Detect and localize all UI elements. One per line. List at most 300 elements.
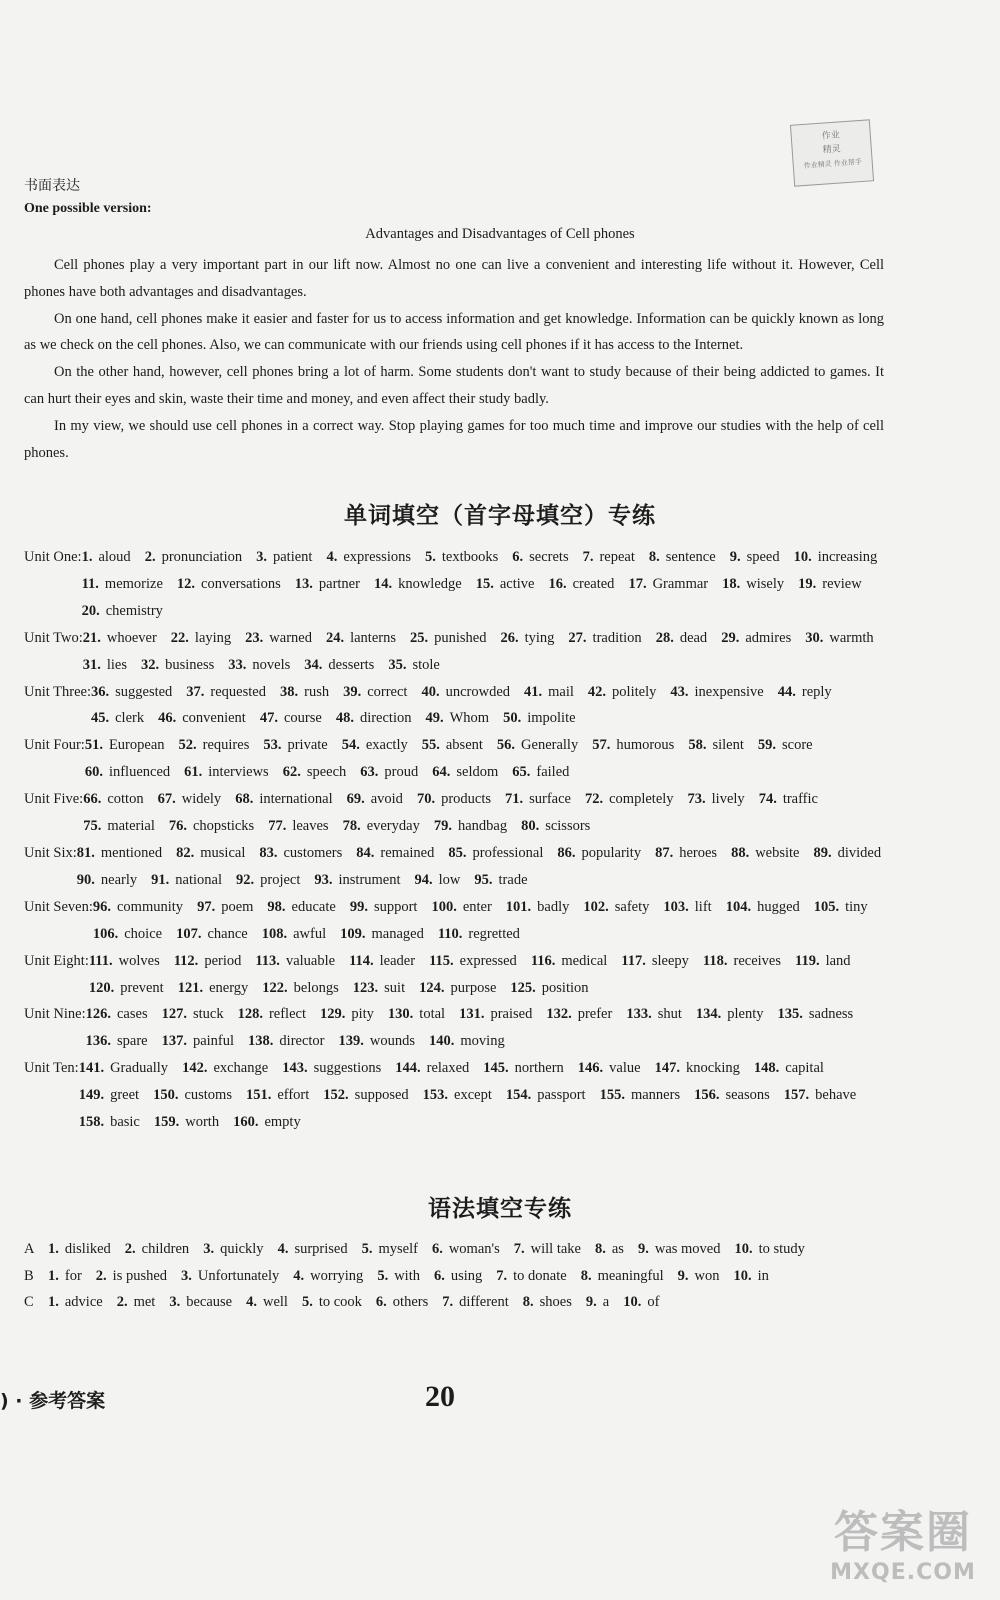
- answer-number: 47.: [259, 710, 278, 727]
- answer-word: uncrowded: [445, 683, 511, 700]
- answer-number: 6.: [512, 549, 524, 565]
- footer-label: ) · 参考答案: [0, 1390, 106, 1412]
- answer-number: 127.: [161, 1006, 187, 1023]
- answer-number: 131.: [459, 1006, 485, 1023]
- answer-item: [432, 759, 498, 786]
- answer-word: impolite: [527, 710, 576, 727]
- answer-item: [323, 1082, 408, 1109]
- answer-number: 9.: [677, 1267, 689, 1284]
- answer-word: sadness: [808, 1006, 854, 1023]
- answer-item: [432, 1236, 500, 1263]
- answer-word: advice: [64, 1294, 103, 1311]
- answer-word: speed: [746, 549, 780, 565]
- answer-word: Grammar: [652, 575, 709, 592]
- answer-word: met: [133, 1294, 156, 1311]
- answer-item: [162, 1001, 224, 1028]
- unit-row: [24, 1055, 904, 1136]
- answer-item: [626, 1001, 682, 1028]
- answer-word: conversations: [201, 575, 281, 592]
- answer-number: 83.: [259, 844, 278, 861]
- answer-word: except: [454, 1087, 492, 1104]
- essay-paragraph: On the other hand, however, cell phones bring a lot of harm. Some students don't want to study because of their being addicted to games. It can hurt their eyes and skin, waste their time and money, and even affect their study badly.: [24, 364, 884, 407]
- answer-word: prefer: [577, 1006, 613, 1023]
- answer-word: reflect: [268, 1006, 306, 1023]
- answer-number: 27.: [568, 629, 587, 646]
- answer-number: 67.: [157, 791, 176, 808]
- answer-word: customers: [283, 844, 343, 861]
- answer-item: [158, 705, 246, 732]
- answer-item: [349, 948, 415, 975]
- answer-item: [77, 867, 137, 894]
- unit-label: Unit Five:: [24, 791, 84, 808]
- unit-label: Unit Seven:: [24, 898, 93, 915]
- grammar-items: [48, 1236, 864, 1263]
- answer-item: [759, 786, 818, 813]
- answer-item: [500, 625, 554, 652]
- answer-word: popularity: [581, 844, 642, 861]
- answer-number: 14.: [373, 575, 393, 592]
- answer-number: 110.: [437, 925, 463, 942]
- essay-paragraph: On one hand, cell phones make it easier and faster for us to access information and get knowledge. Information can be quickly known as long as we check on the cell phones. Also, we can communicate with our friends using cell phones if it has access to the Internet.: [24, 310, 884, 354]
- answer-number: 53.: [263, 737, 282, 754]
- answer-word: exactly: [365, 737, 408, 754]
- answer-number: 80.: [521, 818, 540, 835]
- answer-item: [48, 1263, 82, 1290]
- answer-word: won: [694, 1267, 720, 1284]
- answer-item: [176, 840, 245, 867]
- answer-number: 6.: [433, 1267, 445, 1284]
- answer-item: [546, 1001, 612, 1028]
- answer-item: [459, 1001, 532, 1028]
- answer-number: 88.: [731, 844, 750, 861]
- answer-number: 19.: [798, 575, 817, 592]
- answer-item: [248, 1028, 324, 1055]
- answer-word: wisely: [746, 575, 785, 592]
- answer-word: purpose: [450, 979, 497, 996]
- answer-word: traffic: [782, 791, 818, 808]
- answer-number: 12.: [176, 575, 196, 592]
- answer-word: land: [825, 952, 851, 969]
- answer-item: [85, 732, 165, 759]
- answer-number: 95.: [474, 871, 493, 888]
- answer-word: quickly: [220, 1241, 264, 1257]
- answer-item: [733, 1263, 768, 1290]
- answer-item: [96, 1263, 167, 1290]
- answer-word: to donate: [513, 1267, 567, 1284]
- answer-number: 97.: [197, 898, 216, 915]
- answer-number: 147.: [654, 1060, 680, 1077]
- answer-item: [578, 1055, 641, 1082]
- answer-item: [342, 732, 408, 759]
- answer-number: 21.: [82, 629, 101, 646]
- answer-item: [794, 544, 878, 571]
- watermark-logo: 答案圈 MXQE.COM: [830, 1507, 976, 1585]
- answer-number: 4.: [293, 1267, 305, 1284]
- answer-item: [431, 894, 491, 921]
- answer-item: [600, 1082, 681, 1109]
- answer-item: [356, 840, 434, 867]
- answer-word: handbag: [457, 818, 508, 835]
- answer-number: 146.: [577, 1060, 604, 1077]
- grammar-heading: 语法填空专练: [428, 1196, 572, 1222]
- answer-word: different: [459, 1294, 509, 1311]
- answer-word: admires: [745, 629, 792, 646]
- answer-word: requested: [210, 683, 266, 700]
- answer-word: memorize: [104, 575, 163, 592]
- answer-word: convenient: [182, 710, 246, 727]
- answer-number: 45.: [90, 710, 110, 727]
- answer-number: 84.: [356, 844, 375, 861]
- answer-item: [304, 652, 374, 679]
- answer-number: 148.: [753, 1060, 780, 1077]
- answer-number: 104.: [725, 898, 752, 915]
- answer-word: empty: [264, 1114, 301, 1131]
- answer-word: patient: [272, 549, 313, 565]
- answer-word: enter: [462, 898, 492, 915]
- answer-item: [548, 571, 614, 598]
- answer-item: [347, 786, 403, 813]
- answer-number: 7.: [582, 549, 594, 565]
- answer-number: 10.: [623, 1294, 642, 1311]
- answer-number: 24.: [325, 629, 345, 646]
- answer-item: [376, 1289, 428, 1316]
- answer-word: sleepy: [651, 952, 689, 969]
- answer-number: 92.: [235, 871, 255, 888]
- answer-word: safety: [614, 898, 650, 915]
- answer-word: using: [450, 1267, 483, 1284]
- unit-label: Unit One:: [24, 549, 82, 565]
- answer-number: 6.: [431, 1241, 443, 1257]
- answer-word: clerk: [115, 710, 145, 727]
- answer-item: [421, 679, 510, 706]
- answer-item: [585, 786, 674, 813]
- answer-item: [262, 921, 326, 948]
- answer-item: [730, 544, 780, 571]
- essay-paragraph: Cell phones play a very important part in our lift now. Almost no one can live a convenient and interesting life without it. However, Cell phones have both advantages and disadvantages.: [24, 257, 884, 300]
- answer-number: 31.: [82, 656, 101, 673]
- answer-number: 22.: [170, 629, 189, 646]
- answer-item: [89, 948, 160, 975]
- answer-number: 5.: [361, 1241, 373, 1257]
- answer-word: tiny: [845, 898, 868, 915]
- version-label: One possible version:: [24, 201, 152, 216]
- answer-number: 43.: [670, 683, 689, 700]
- answer-word: in: [757, 1267, 769, 1284]
- answer-item: [521, 813, 590, 840]
- answer-word: tying: [524, 629, 555, 646]
- answer-number: 155.: [599, 1087, 625, 1104]
- answer-number: 11.: [81, 575, 99, 592]
- answer-word: pronunciation: [161, 549, 243, 565]
- answer-item: [171, 625, 231, 652]
- answer-word: poem: [221, 898, 254, 915]
- answer-item: [497, 732, 578, 759]
- answer-item: [179, 732, 250, 759]
- answer-number: 8.: [522, 1294, 534, 1311]
- answer-number: 91.: [151, 871, 170, 888]
- answer-word: manners: [630, 1087, 681, 1104]
- unit-label: Unit Ten:: [24, 1060, 79, 1077]
- answer-number: 8.: [580, 1267, 592, 1284]
- answer-number: 144.: [395, 1060, 421, 1077]
- answer-item: [320, 1001, 374, 1028]
- answer-item: [583, 894, 649, 921]
- answer-word: children: [141, 1241, 190, 1257]
- answer-word: praised: [490, 1006, 533, 1023]
- answer-item: [655, 1055, 740, 1082]
- unit-label: Unit Three:: [24, 683, 91, 700]
- answer-number: 7.: [442, 1294, 454, 1311]
- answer-word: cases: [117, 1006, 148, 1023]
- answer-item: [278, 1236, 348, 1263]
- answer-word: stole: [412, 656, 440, 673]
- answer-word: instrument: [338, 871, 401, 888]
- answer-number: 52.: [178, 737, 197, 754]
- answer-number: 65.: [512, 764, 531, 781]
- answer-word: educate: [291, 898, 336, 915]
- answer-number: 98.: [267, 898, 286, 915]
- answer-item: [442, 1289, 509, 1316]
- answer-word: increasing: [817, 549, 878, 565]
- answer-word: musical: [200, 844, 246, 861]
- unit-row: [24, 948, 904, 1002]
- answer-item: [795, 948, 851, 975]
- answer-word: tradition: [592, 629, 642, 646]
- answer-number: 5.: [301, 1294, 313, 1311]
- answer-number: 32.: [141, 656, 160, 673]
- answer-number: 46.: [158, 710, 177, 727]
- answer-number: 13.: [294, 575, 313, 592]
- answer-number: 78.: [342, 818, 361, 835]
- answer-number: 17.: [628, 575, 647, 592]
- answer-number: 125.: [510, 979, 536, 996]
- answer-item: [505, 786, 571, 813]
- answer-number: 113.: [255, 952, 280, 969]
- answer-word: value: [609, 1060, 641, 1077]
- answer-number: 16.: [548, 575, 567, 592]
- answer-number: 60.: [84, 764, 103, 781]
- unit-items: [85, 732, 904, 786]
- answer-item: [186, 679, 266, 706]
- answer-word: created: [572, 575, 615, 592]
- answer-item: [429, 1028, 505, 1055]
- answer-item: [581, 1263, 664, 1290]
- answer-word: myself: [378, 1241, 418, 1257]
- answer-item: [177, 571, 281, 598]
- answer-item: [623, 1289, 659, 1316]
- answer-word: reply: [801, 683, 832, 700]
- answer-word: relaxed: [426, 1060, 470, 1077]
- answer-word: Whom: [449, 710, 490, 727]
- answer-item: [343, 813, 420, 840]
- answer-item: [798, 571, 862, 598]
- answer-item: [568, 625, 641, 652]
- answer-word: as: [611, 1241, 624, 1257]
- answer-word: laying: [194, 629, 232, 646]
- answer-word: community: [117, 898, 184, 915]
- answer-item: [236, 867, 300, 894]
- answer-number: 124.: [419, 979, 445, 996]
- answer-item: [557, 840, 641, 867]
- answer-number: 76.: [168, 818, 187, 835]
- answer-item: [595, 1236, 624, 1263]
- answer-number: 130.: [387, 1006, 414, 1023]
- answer-item: [721, 625, 791, 652]
- answer-number: 150.: [153, 1087, 179, 1104]
- answer-item: [734, 1236, 804, 1263]
- answer-item: [181, 1263, 279, 1290]
- answer-number: 36.: [90, 683, 110, 700]
- answer-item: [419, 975, 496, 1002]
- answer-item: [246, 1082, 309, 1109]
- answer-item: [696, 1001, 764, 1028]
- answer-item: [86, 1028, 148, 1055]
- answer-word: chemistry: [105, 602, 163, 619]
- answer-word: because: [186, 1294, 233, 1311]
- answer-word: basic: [110, 1114, 140, 1131]
- answer-item: [283, 759, 347, 786]
- answer-item: [694, 1082, 770, 1109]
- answer-item: [784, 1082, 856, 1109]
- answer-number: 87.: [655, 844, 674, 861]
- unit-items: [83, 625, 904, 679]
- answer-word: energy: [209, 979, 249, 996]
- answer-word: well: [262, 1294, 288, 1311]
- answer-item: [256, 544, 312, 571]
- essay-body: [24, 252, 884, 466]
- page-number: 20: [425, 1380, 455, 1413]
- answer-word: expressions: [343, 549, 411, 565]
- answer-item: [362, 1236, 418, 1263]
- answer-word: period: [204, 952, 242, 969]
- answer-item: [415, 867, 461, 894]
- answer-number: 3.: [256, 549, 267, 565]
- answer-item: [353, 975, 405, 1002]
- answer-number: 138.: [248, 1033, 274, 1050]
- answer-word: with: [394, 1267, 420, 1284]
- answer-item: [83, 625, 157, 652]
- answer-word: worrying: [310, 1267, 364, 1284]
- answer-item: [514, 1236, 581, 1263]
- answer-item: [83, 786, 143, 813]
- answer-number: 111.: [88, 952, 113, 969]
- answer-item: [678, 1263, 720, 1290]
- answer-item: [145, 544, 242, 571]
- answer-number: 134.: [695, 1006, 722, 1023]
- grammar-row: [24, 1236, 864, 1263]
- answer-number: 79.: [433, 818, 452, 835]
- answer-item: [506, 894, 570, 921]
- answer-word: score: [782, 737, 813, 754]
- answer-number: 9.: [637, 1241, 649, 1257]
- answer-number: 123.: [352, 979, 379, 996]
- answer-number: 89.: [813, 844, 832, 861]
- answer-number: 114.: [349, 952, 374, 969]
- answer-word: direction: [359, 710, 412, 727]
- answer-word: a: [602, 1294, 610, 1311]
- answer-number: 37.: [186, 683, 205, 700]
- answer-number: 54.: [341, 737, 360, 754]
- grammar-row: [24, 1289, 864, 1316]
- unit-label: Unit Six:: [24, 844, 77, 861]
- answer-item: [260, 705, 322, 732]
- answer-word: lanterns: [350, 629, 396, 646]
- answer-number: 139.: [338, 1033, 364, 1050]
- stamp-logo: 作业 精灵 作业精灵 作业帮手: [790, 119, 874, 186]
- answer-word: passport: [537, 1087, 586, 1104]
- answer-word: wounds: [369, 1033, 416, 1050]
- answer-word: scissors: [545, 818, 591, 835]
- answer-number: 10.: [793, 549, 812, 565]
- answer-item: [506, 1082, 586, 1109]
- answer-number: 1.: [48, 1241, 59, 1257]
- answer-word: badly: [537, 898, 570, 915]
- answer-number: 63.: [360, 764, 379, 781]
- answer-number: 128.: [237, 1006, 263, 1023]
- answer-item: [758, 732, 813, 759]
- answer-word: northern: [514, 1060, 564, 1077]
- answer-item: [395, 1055, 469, 1082]
- answer-word: suggestions: [313, 1060, 382, 1077]
- answer-number: 96.: [92, 898, 111, 915]
- answer-item: [245, 625, 312, 652]
- answer-item: [805, 625, 873, 652]
- answer-item: [754, 1055, 824, 1082]
- answer-item: [474, 867, 527, 894]
- answer-word: support: [373, 898, 418, 915]
- unit-items: [79, 1055, 904, 1136]
- answer-number: 105.: [813, 898, 840, 915]
- answer-word: total: [419, 1006, 446, 1023]
- answer-word: website: [755, 844, 800, 861]
- answer-number: 117.: [621, 952, 646, 969]
- answer-number: 39.: [343, 683, 362, 700]
- answer-word: absent: [445, 737, 483, 754]
- unit-items: [86, 1001, 904, 1055]
- answer-word: surface: [529, 791, 571, 808]
- answer-item: [726, 894, 800, 921]
- unit-items: [82, 544, 904, 625]
- answer-word: avoid: [370, 791, 403, 808]
- answer-number: 107.: [176, 925, 202, 942]
- answer-item: [813, 840, 881, 867]
- answer-item: [182, 1055, 268, 1082]
- answer-word: business: [165, 656, 215, 673]
- answer-number: 90.: [76, 871, 95, 888]
- unit-items: [83, 786, 904, 840]
- answer-word: surprised: [294, 1241, 348, 1257]
- answer-word: was moved: [654, 1241, 721, 1257]
- unit-label: Unit Eight:: [24, 952, 89, 969]
- answer-item: [93, 921, 162, 948]
- answer-number: 74.: [758, 791, 777, 808]
- answer-item: [184, 759, 269, 786]
- answer-number: 33.: [228, 656, 247, 673]
- grammar-group-label: C: [24, 1294, 34, 1311]
- answer-number: 108.: [261, 925, 288, 942]
- answer-number: 9.: [585, 1294, 597, 1311]
- answer-number: 106.: [92, 925, 119, 942]
- answer-item: [703, 948, 781, 975]
- answer-item: [340, 921, 424, 948]
- answer-word: knowledge: [398, 575, 462, 592]
- answer-number: 116.: [530, 952, 556, 969]
- answer-number: 126.: [85, 1006, 111, 1023]
- answer-number: 64.: [432, 764, 451, 781]
- answer-item: [255, 948, 335, 975]
- answer-number: 143.: [282, 1060, 308, 1077]
- answer-item: [350, 894, 418, 921]
